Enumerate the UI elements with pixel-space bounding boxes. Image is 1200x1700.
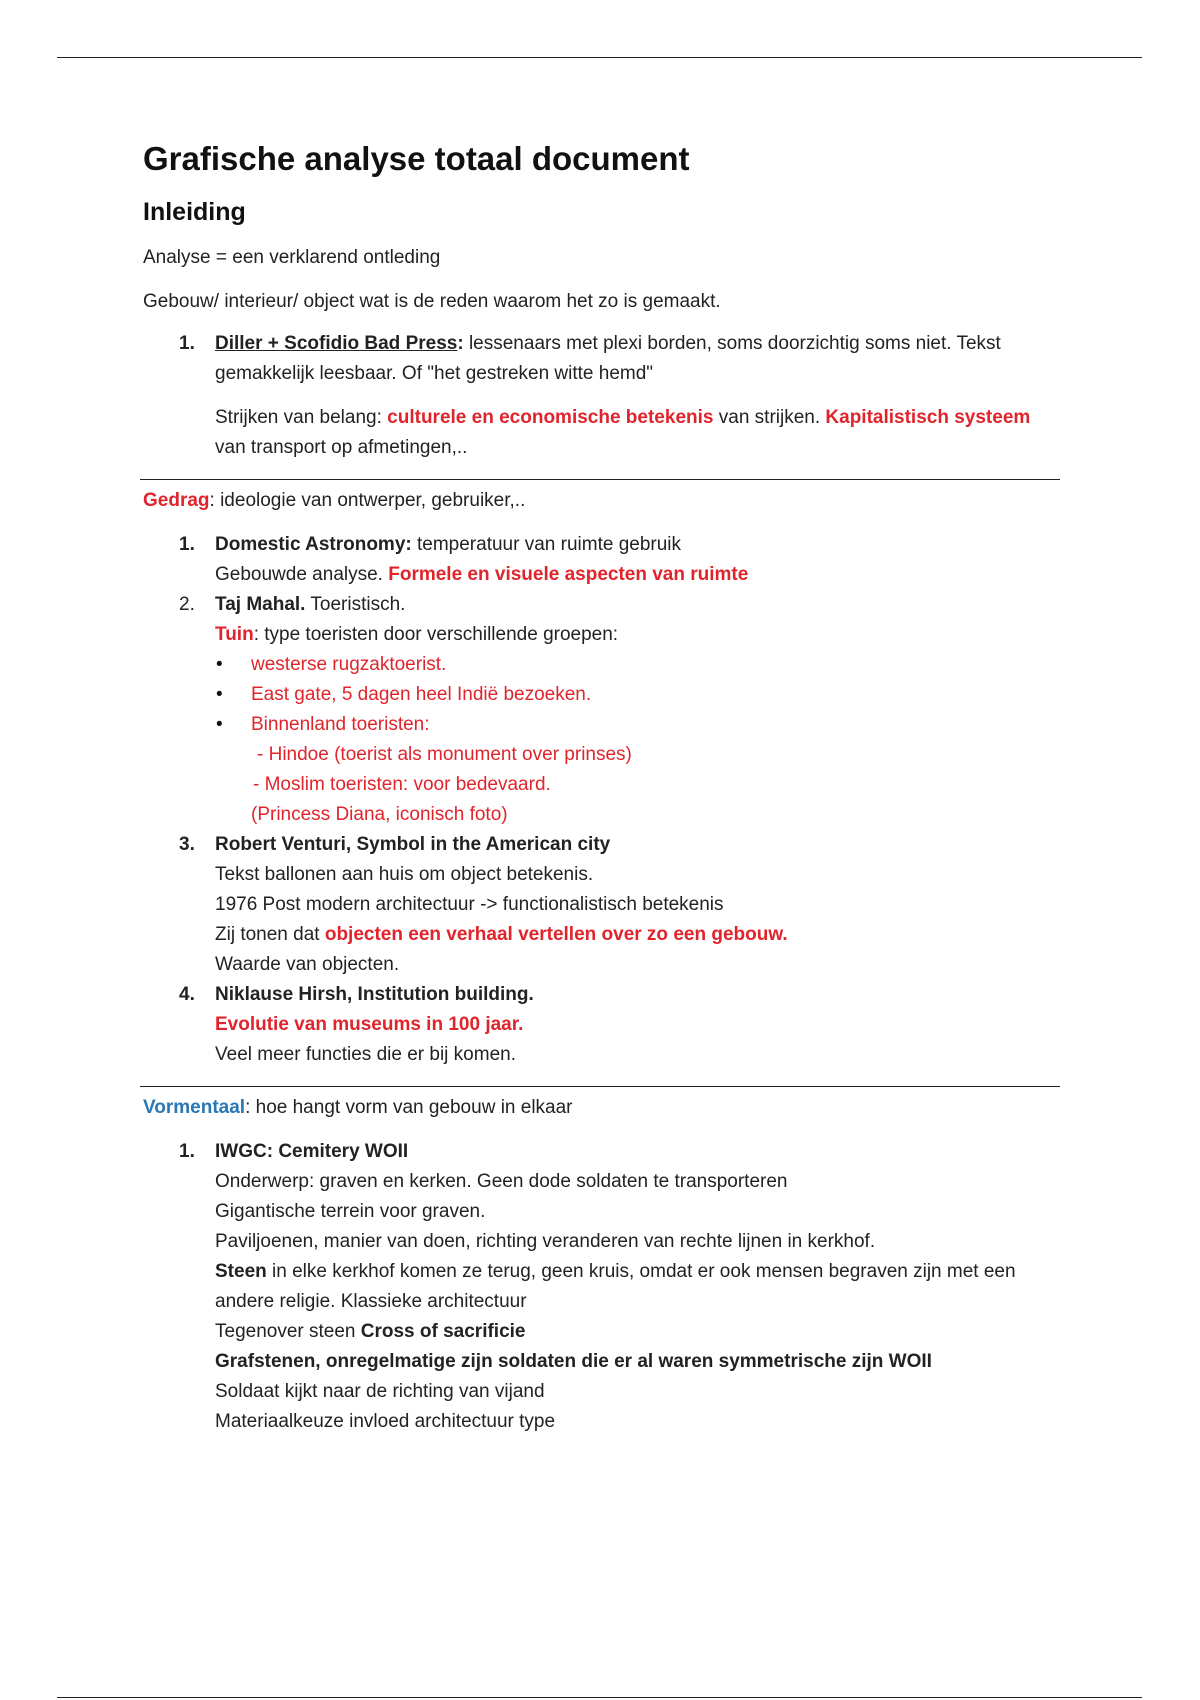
- highlight-kapitalistisch: Kapitalistisch systeem: [825, 407, 1031, 428]
- document-body: [143, 140, 1063, 1437]
- highlight-formele: Formele en visuele aspecten van ruimte: [388, 564, 749, 585]
- bad-press-detail: [143, 403, 1063, 463]
- gedrag-text: : ideologie van ontwerper, gebruiker,..: [209, 490, 526, 511]
- item-text: Tekst ballonen aan huis om object betekenis.: [215, 864, 594, 885]
- item-text: 1976 Post modern architectuur -> functionalistisch betekenis: [215, 894, 724, 915]
- bullet-text: Binnenland toeristen:: [251, 714, 430, 735]
- vormentaal-line: [143, 1093, 1063, 1123]
- vormentaal-label: Vormentaal: [143, 1097, 246, 1118]
- item-text: Zij tonen dat: [215, 924, 325, 945]
- list-item-venturi: [143, 830, 1063, 980]
- item-title: Niklause Hirsh, Institution building.: [215, 984, 534, 1005]
- detail-text: Strijken van belang:: [215, 407, 388, 428]
- item-text: Materiaalkeuze invloed architectuur type: [215, 1411, 556, 1432]
- item-title: Diller + Scofidio Bad Press: [215, 333, 458, 354]
- inleiding-line-2: Gebouw/ interieur/ object wat is de reden waarom het zo is gemaakt.: [143, 291, 721, 312]
- item-text: Veel meer functies die er bij komen.: [215, 1044, 516, 1065]
- list-number: 4.: [179, 984, 195, 1005]
- item-text: Toeristisch.: [305, 594, 406, 615]
- bullet-text: westerse rugzaktoerist.: [251, 654, 447, 675]
- list-item-taj-mahal: [143, 590, 1063, 650]
- item-text: Gigantische terrein voor graven.: [215, 1201, 486, 1222]
- bullet-item: [143, 680, 1063, 710]
- item-text-bold: Cross of sacrificie: [360, 1321, 526, 1342]
- sub-item-moslim: - Moslim toeristen: voor bedevaard.: [253, 774, 551, 795]
- gedrag-line: [143, 486, 1063, 516]
- bullet-text: East gate, 5 dagen heel Indië bezoeken.: [251, 684, 592, 705]
- list-number: 3.: [179, 834, 195, 855]
- item-text: in elke kerkhof komen ze terug, geen kruis, omdat er ook mensen begraven zijn met een andere religie. Klassieke architectuur: [215, 1261, 1016, 1312]
- item-text-bold: Steen: [215, 1261, 267, 1282]
- list-item-domestic-astronomy: [143, 530, 1063, 590]
- item-text: Paviljoenen, manier van doen, richting veranderen van rechte lijnen in kerkhof.: [215, 1231, 876, 1252]
- list-item-iwgc: [143, 1137, 1063, 1437]
- list-number: 1.: [179, 1141, 195, 1162]
- item-text: Waarde van objecten.: [215, 954, 400, 975]
- sub-item-hindoe: - Hindoe (toerist als monument over prinses): [257, 744, 632, 765]
- document-title: Grafische analyse totaal document: [143, 140, 690, 177]
- highlight-evolutie: Evolutie van museums in 100 jaar.: [215, 1014, 524, 1035]
- bullet-icon: •: [216, 714, 223, 735]
- heading-inleiding: Inleiding: [143, 198, 246, 226]
- item-title: IWGC: Cemitery WOII: [215, 1141, 409, 1162]
- section-divider: [140, 479, 1060, 480]
- highlight-culturele: culturele en economische betekenis: [387, 407, 714, 428]
- inleiding-line-1: Analyse = een verklarend ontleding: [143, 247, 441, 268]
- vormentaal-text: : hoe hangt vorm van gebouw in elkaar: [245, 1097, 573, 1118]
- bullet-icon: •: [216, 654, 223, 675]
- bottom-rule: [57, 1697, 1142, 1698]
- top-rule: [57, 57, 1142, 58]
- item-title: Domestic Astronomy:: [215, 534, 412, 555]
- detail-text: van strijken.: [713, 407, 826, 428]
- list-number: 1.: [179, 333, 195, 354]
- highlight-objecten: objecten een verhaal vertellen over zo een gebouw.: [324, 924, 788, 945]
- list-item-bad-press: [143, 329, 1063, 389]
- list-number: 1.: [179, 534, 195, 555]
- item-text: Tegenover steen: [215, 1321, 361, 1342]
- item-title: Robert Venturi, Symbol in the American city: [215, 834, 611, 855]
- bullet-item: [143, 650, 1063, 680]
- list-item-hirsh: [143, 980, 1063, 1070]
- item-text: Gebouwde analyse.: [215, 564, 389, 585]
- item-text: lessenaars met plexi borden, soms doorzichtig soms niet. Tekst gemakkelijk leesbaar. Of "het gestreken witte hemd": [215, 333, 1001, 384]
- list-number: 2.: [179, 594, 195, 615]
- item-text: temperatuur van ruimte gebruik: [411, 534, 682, 555]
- bullet-item: [143, 710, 1063, 740]
- item-title: Taj Mahal.: [215, 594, 306, 615]
- bullet-icon: •: [216, 684, 223, 705]
- item-colon: :: [457, 333, 464, 354]
- section-divider: [140, 1086, 1060, 1087]
- detail-text: van transport op afmetingen,..: [215, 437, 468, 458]
- item-text: Onderwerp: graven en kerken. Geen dode soldaten te transporteren: [215, 1171, 788, 1192]
- tuin-text: : type toeristen door verschillende groepen:: [253, 624, 619, 645]
- gedrag-label: Gedrag: [143, 490, 210, 511]
- item-text-bold: Grafstenen, onregelmatige zijn soldaten die er al waren symmetrische zijn WOII: [215, 1351, 932, 1372]
- tuin-label: Tuin: [215, 624, 254, 645]
- item-text: Soldaat kijkt naar de richting van vijand: [215, 1381, 545, 1402]
- sub-item-princess: (Princess Diana, iconisch foto): [251, 804, 508, 825]
